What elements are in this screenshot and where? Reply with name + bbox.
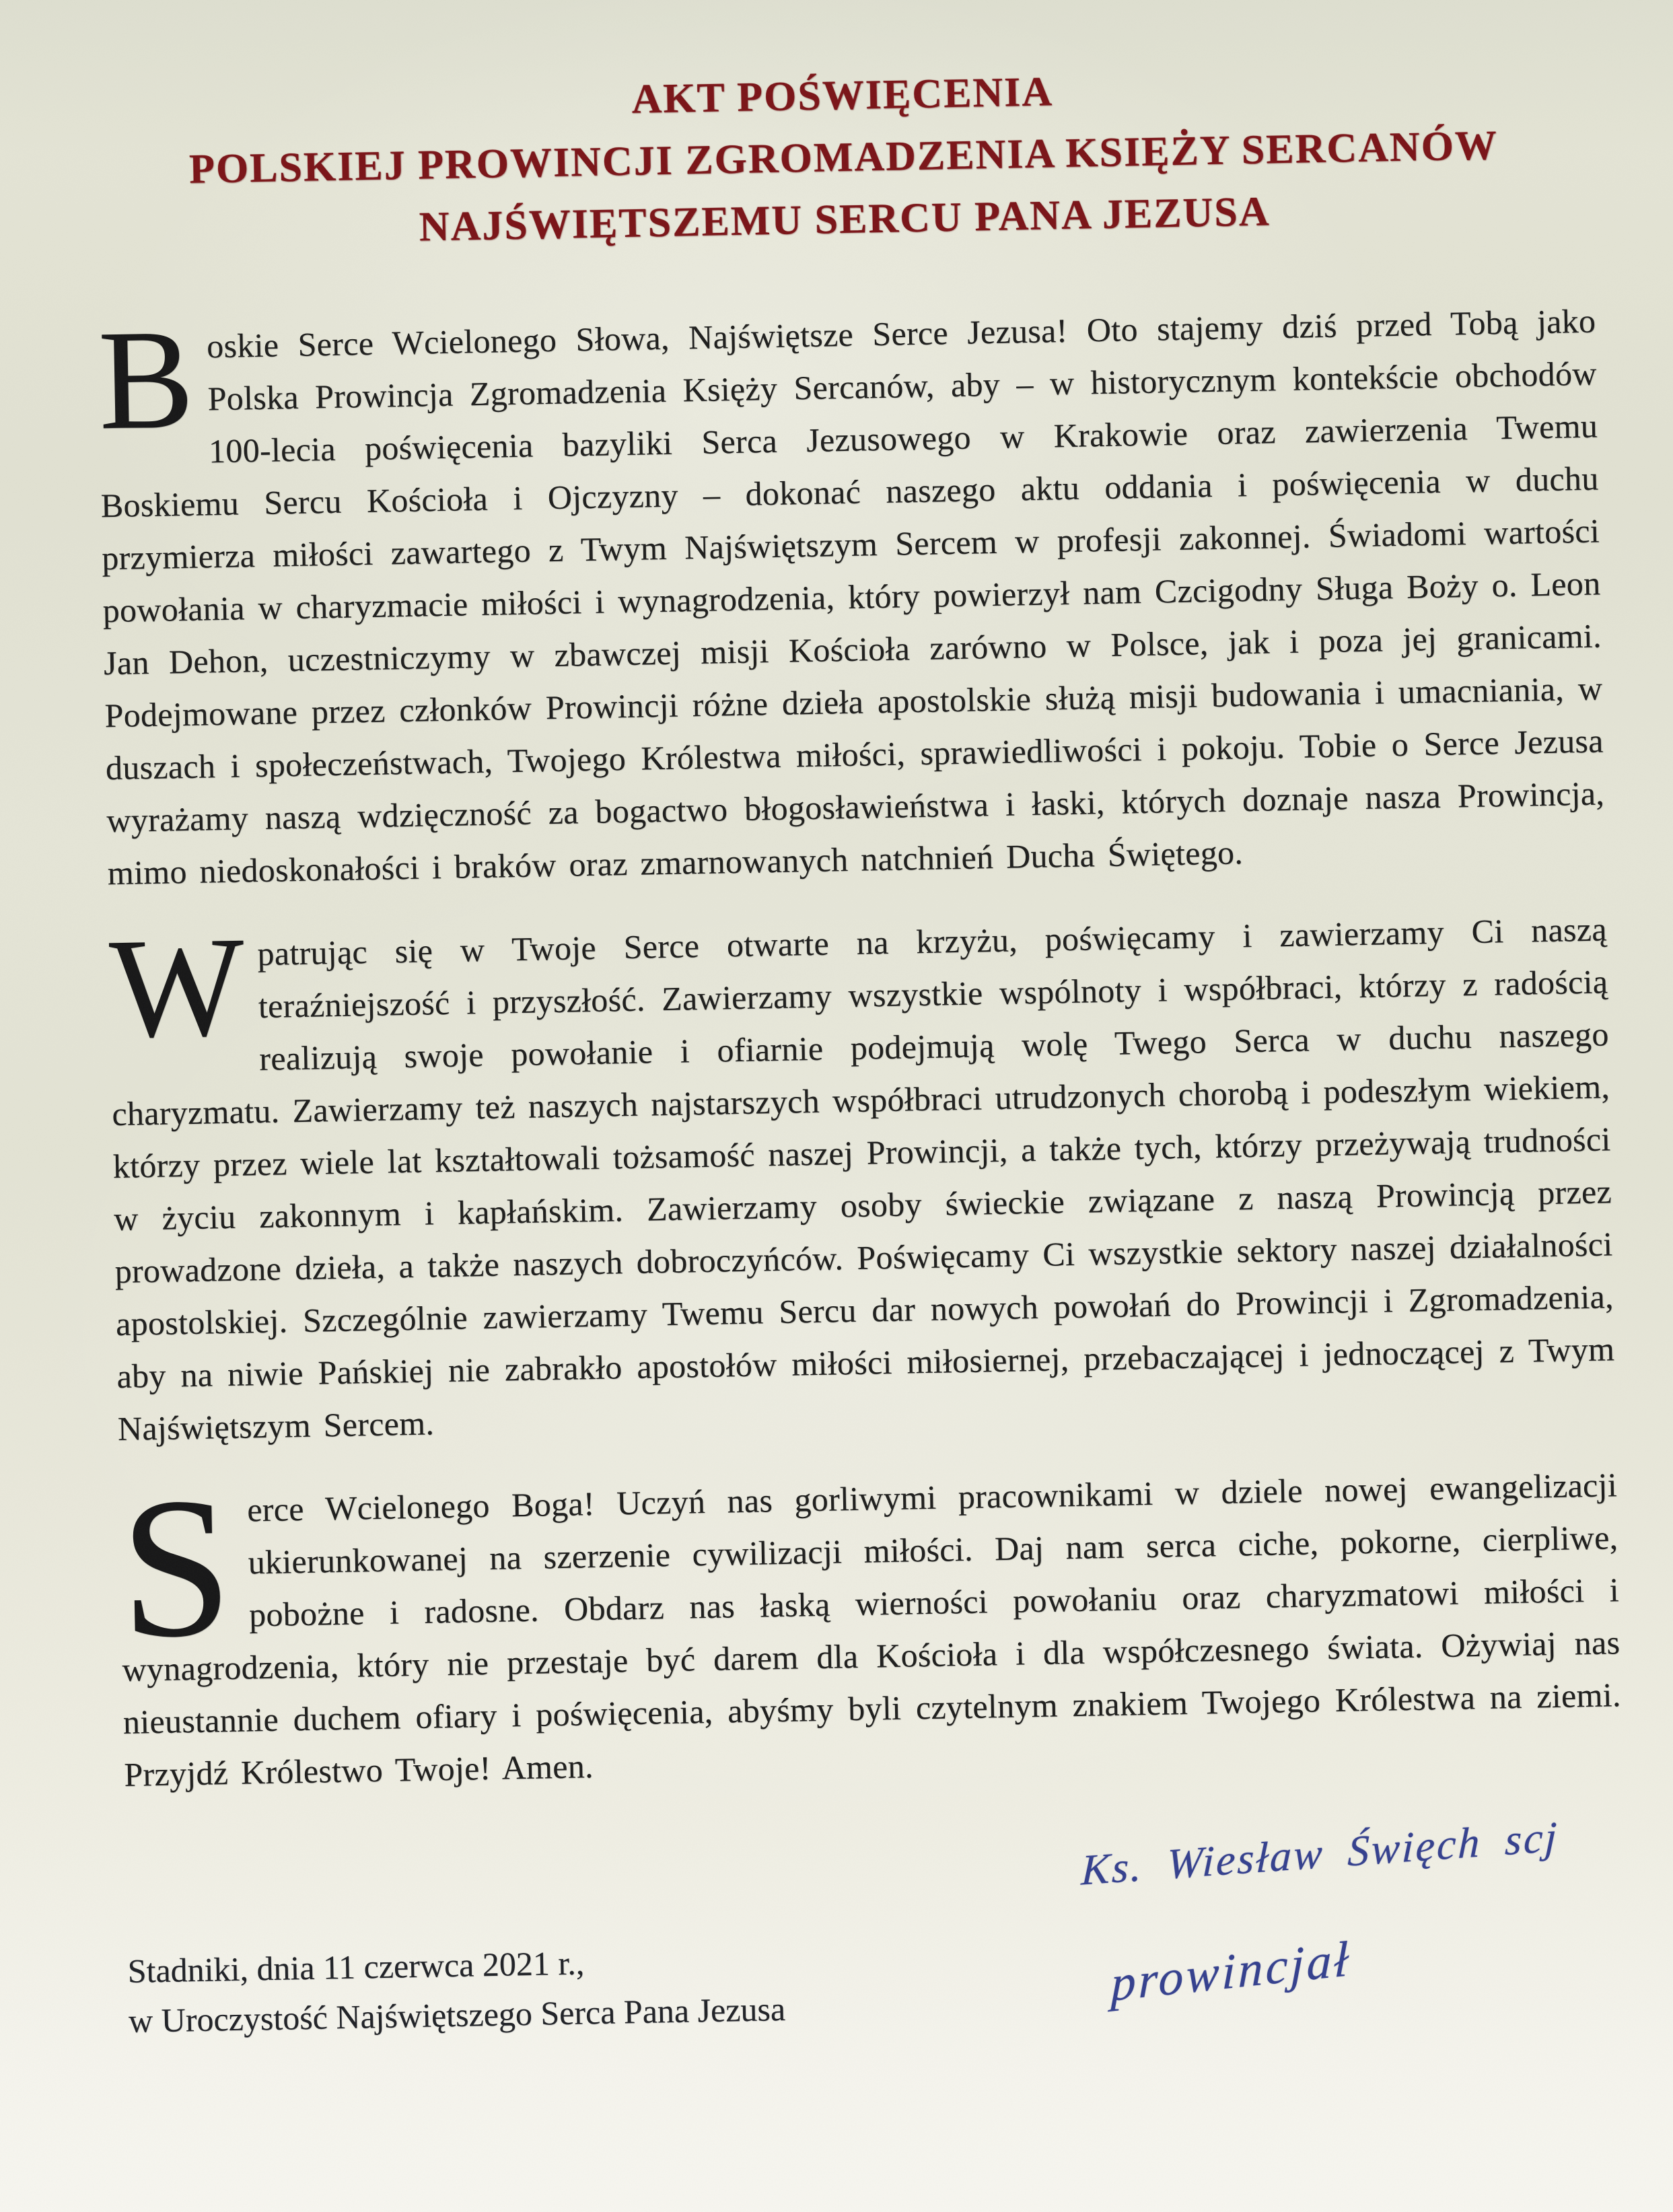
title-line-3: NAJŚWIĘTSZEMU SERCU PANA JEZUSA <box>419 188 1271 250</box>
feast-day-line: w Uroczystość Najświętszego Serca Pana Jezusa <box>128 1990 786 2040</box>
paragraph-3-text: erce Wcielonego Boga! Uczyń nas gorliwymi pracownikami w dziele nowej ewangelizacji ukierunkowanej na szerzenie cywilizacji miłości. Daj nam serca ciche, pokorne, cierpliwe, pobożne i radosne. Obdarz nas łaską wierności powołaniu oraz charyzmatowi miłości i wynagrodzenia, który nie przestaje być darem dla Kościoła i dla współczesnego świata. Ożywiaj nas nieustannie duchem ofiary i poświęcenia, abyśmy byli czytelnym znakiem Twojego Królestwa na ziemi. Przyjdź Królestwo Twoje! Amen. <box>122 1466 1622 1793</box>
paragraph-2 <box>108 902 1616 1455</box>
title-line-1: AKT POŚWIĘCENIA <box>631 69 1054 122</box>
paragraph-3 <box>119 1458 1623 1801</box>
handwritten-signature-name: Ks. Wiesław Święch scj <box>1080 1812 1560 1894</box>
document-title <box>93 51 1594 264</box>
place-date-line: Stadniki, dnia 11 czerwca 2021 r., <box>127 1943 585 1990</box>
document-footer <box>125 1804 1629 2182</box>
title-line-2: POLSKIEJ PROWINCJI ZGROMADZENIA KSIĘŻY SERCANÓW <box>188 122 1499 192</box>
paragraph-1 <box>98 295 1606 900</box>
dropcap-s: S <box>118 1456 234 1680</box>
document-content <box>93 51 1629 2182</box>
handwritten-signature-role: prowincjał <box>1110 1931 1351 2013</box>
dropcap-w: W <box>108 906 246 1068</box>
paragraph-2-text: patrując się w Twoje Serce otwarte na krzyżu, poświęcamy i zawierzamy Ci naszą teraźniejszość i przyszłość. Zawierzamy wszystkie wspólnoty i współbraci, którzy z radością realizują swoje powołanie i ofiarnie podejmują wolę Twego Serca w duchu naszego charyzmatu. Zawierzamy też naszych najstarszych współbraci utrudzonych chorobą i podeszłym wiekiem, którzy przez wiele lat kształtowali tożsamość naszej Prowincji, a także tych, którzy przeżywają trudności w życiu zakonnym i kapłańskim. Zawierzamy osoby świeckie związane z naszą Prowincją przez prowadzone dzieła, a także naszych dobroczyńców. Poświęcamy Ci wszystkie sektory naszej działalności apostolskiej. Szczególnie zawierzamy Twemu Sercu dar nowych powołań do Prowincji i Zgromadzenia, aby na niwie Pańskiej nie zabrakło apostołów miłości miłosiernej, przebaczającej i jednoczącej z Twym Najświętszym Sercem. <box>111 910 1615 1448</box>
paragraph-1-text: oskie Serce Wcielonego Słowa, Najświętsze Serce Jezusa! Oto stajemy dziś przed Tobą jako Polska Prowincja Zgromadzenia Księży Sercanów, aby – w historycznym kontekście obchodów 100-lecia poświęcenia bazyliki Serca Jezusowego w Krakowie oraz zawierzenia Twemu Boskiemu Sercu Kościoła i Ojczyzny – dokonać naszego aktu oddania i poświęcenia w duchu przymierza miłości zawartego z Twym Najświętszym Sercem w profesji zakonnej. Świadomi wartości powołania w charyzmacie miłości i wynagrodzenia, który powierzył nam Czcigodny Sługa Boży o. Leon Jan Dehon, uczestniczymy w zbawczej misji Kościoła zarówno w Polsce, jak i poza jej granicami. Podejmowane przez członków Prowincji różne dzieła apostolskie służą misji budowania i umacniania, w duszach i społeczeństwach, Twojego Królestwa miłości, sprawiedliwości i pokoju. Tobie o Serce Jezusa wyrażamy naszą wdzięczność za bogactwo błogosławieństwa i łaski, których doznaje nasza Prowincja, mimo niedoskonałości i braków oraz zmarnowanych natchnień Ducha Świętego. <box>100 301 1605 892</box>
document-body <box>98 295 1623 1801</box>
dropcap-b: B <box>97 299 196 460</box>
